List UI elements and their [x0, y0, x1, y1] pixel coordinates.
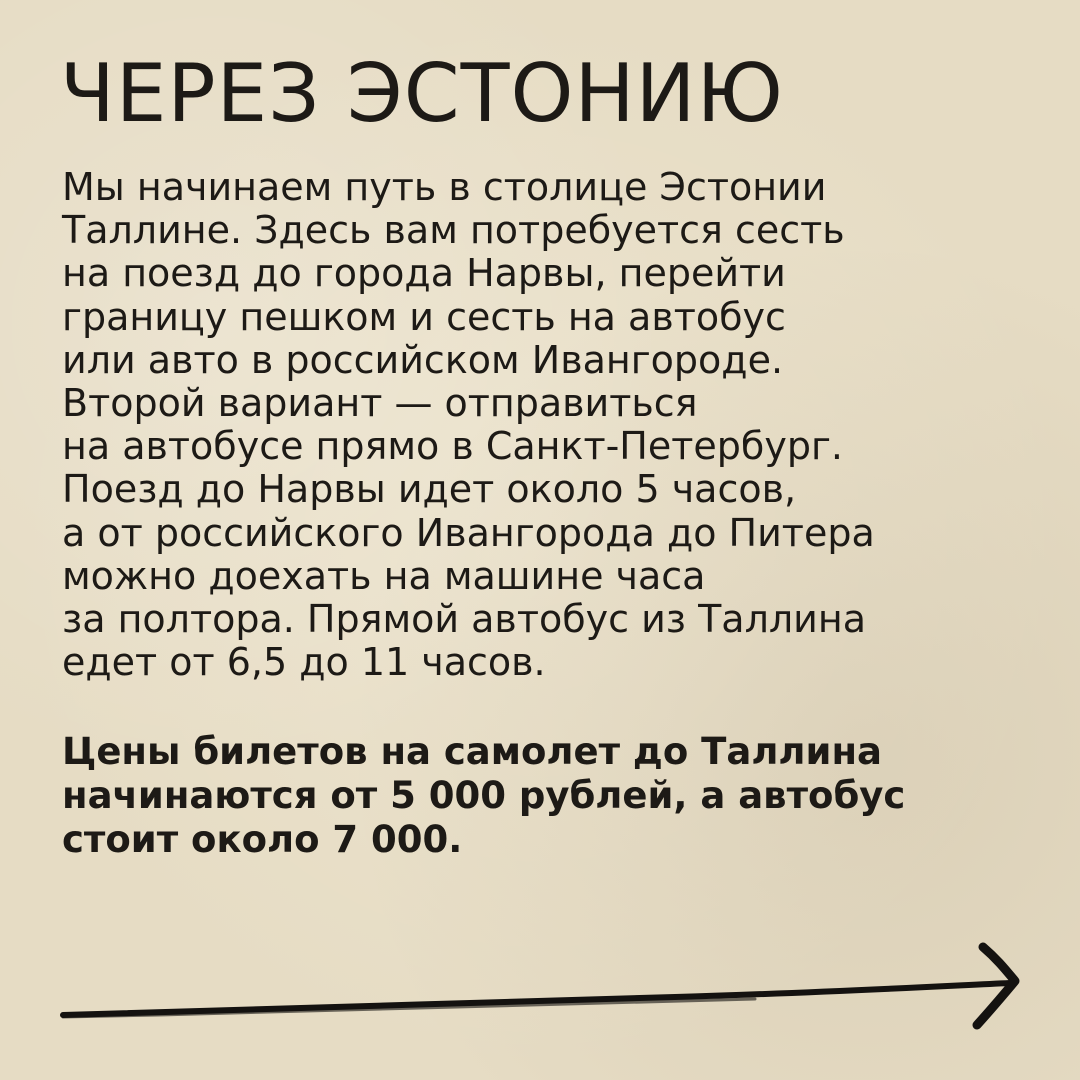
body-line: Второй вариант — отправиться	[62, 381, 698, 426]
body-line: границу пешком и сесть на автобус	[62, 294, 786, 339]
body-line: на автобусе прямо в Санкт-Петербург.	[62, 424, 843, 469]
page-title: ЧЕРЕЗ ЭСТОНИЮ	[60, 47, 784, 140]
body-line: за полтора. Прямой автобус из Таллина	[62, 597, 866, 642]
body-paragraph	[62, 166, 1022, 684]
body-line: едет от 6,5 до 11 часов.	[62, 640, 546, 685]
body-line: а от российского Ивангорода до Питера	[62, 510, 875, 555]
body-line: Поезд до Нарвы идет около 5 часов,	[62, 467, 797, 512]
body-line: Таллине. Здесь вам потребуется сесть	[62, 208, 845, 253]
arrow-right-icon[interactable]	[55, 935, 1035, 1045]
body-line: на поезд до города Нарвы, перейти	[62, 251, 786, 296]
body-line: или авто в российском Ивангороде.	[62, 337, 784, 382]
body-line: Мы начинаем путь в столице Эстонии	[62, 165, 827, 209]
price-line: стоит около 7 000.	[62, 818, 463, 861]
price-line: начинаются от 5 000 рублей, а автобус	[62, 774, 906, 817]
price-line: Цены билетов на самолет до Таллина	[62, 730, 882, 773]
body-line: можно доехать на машине часа	[62, 553, 706, 598]
price-paragraph	[62, 730, 1022, 862]
